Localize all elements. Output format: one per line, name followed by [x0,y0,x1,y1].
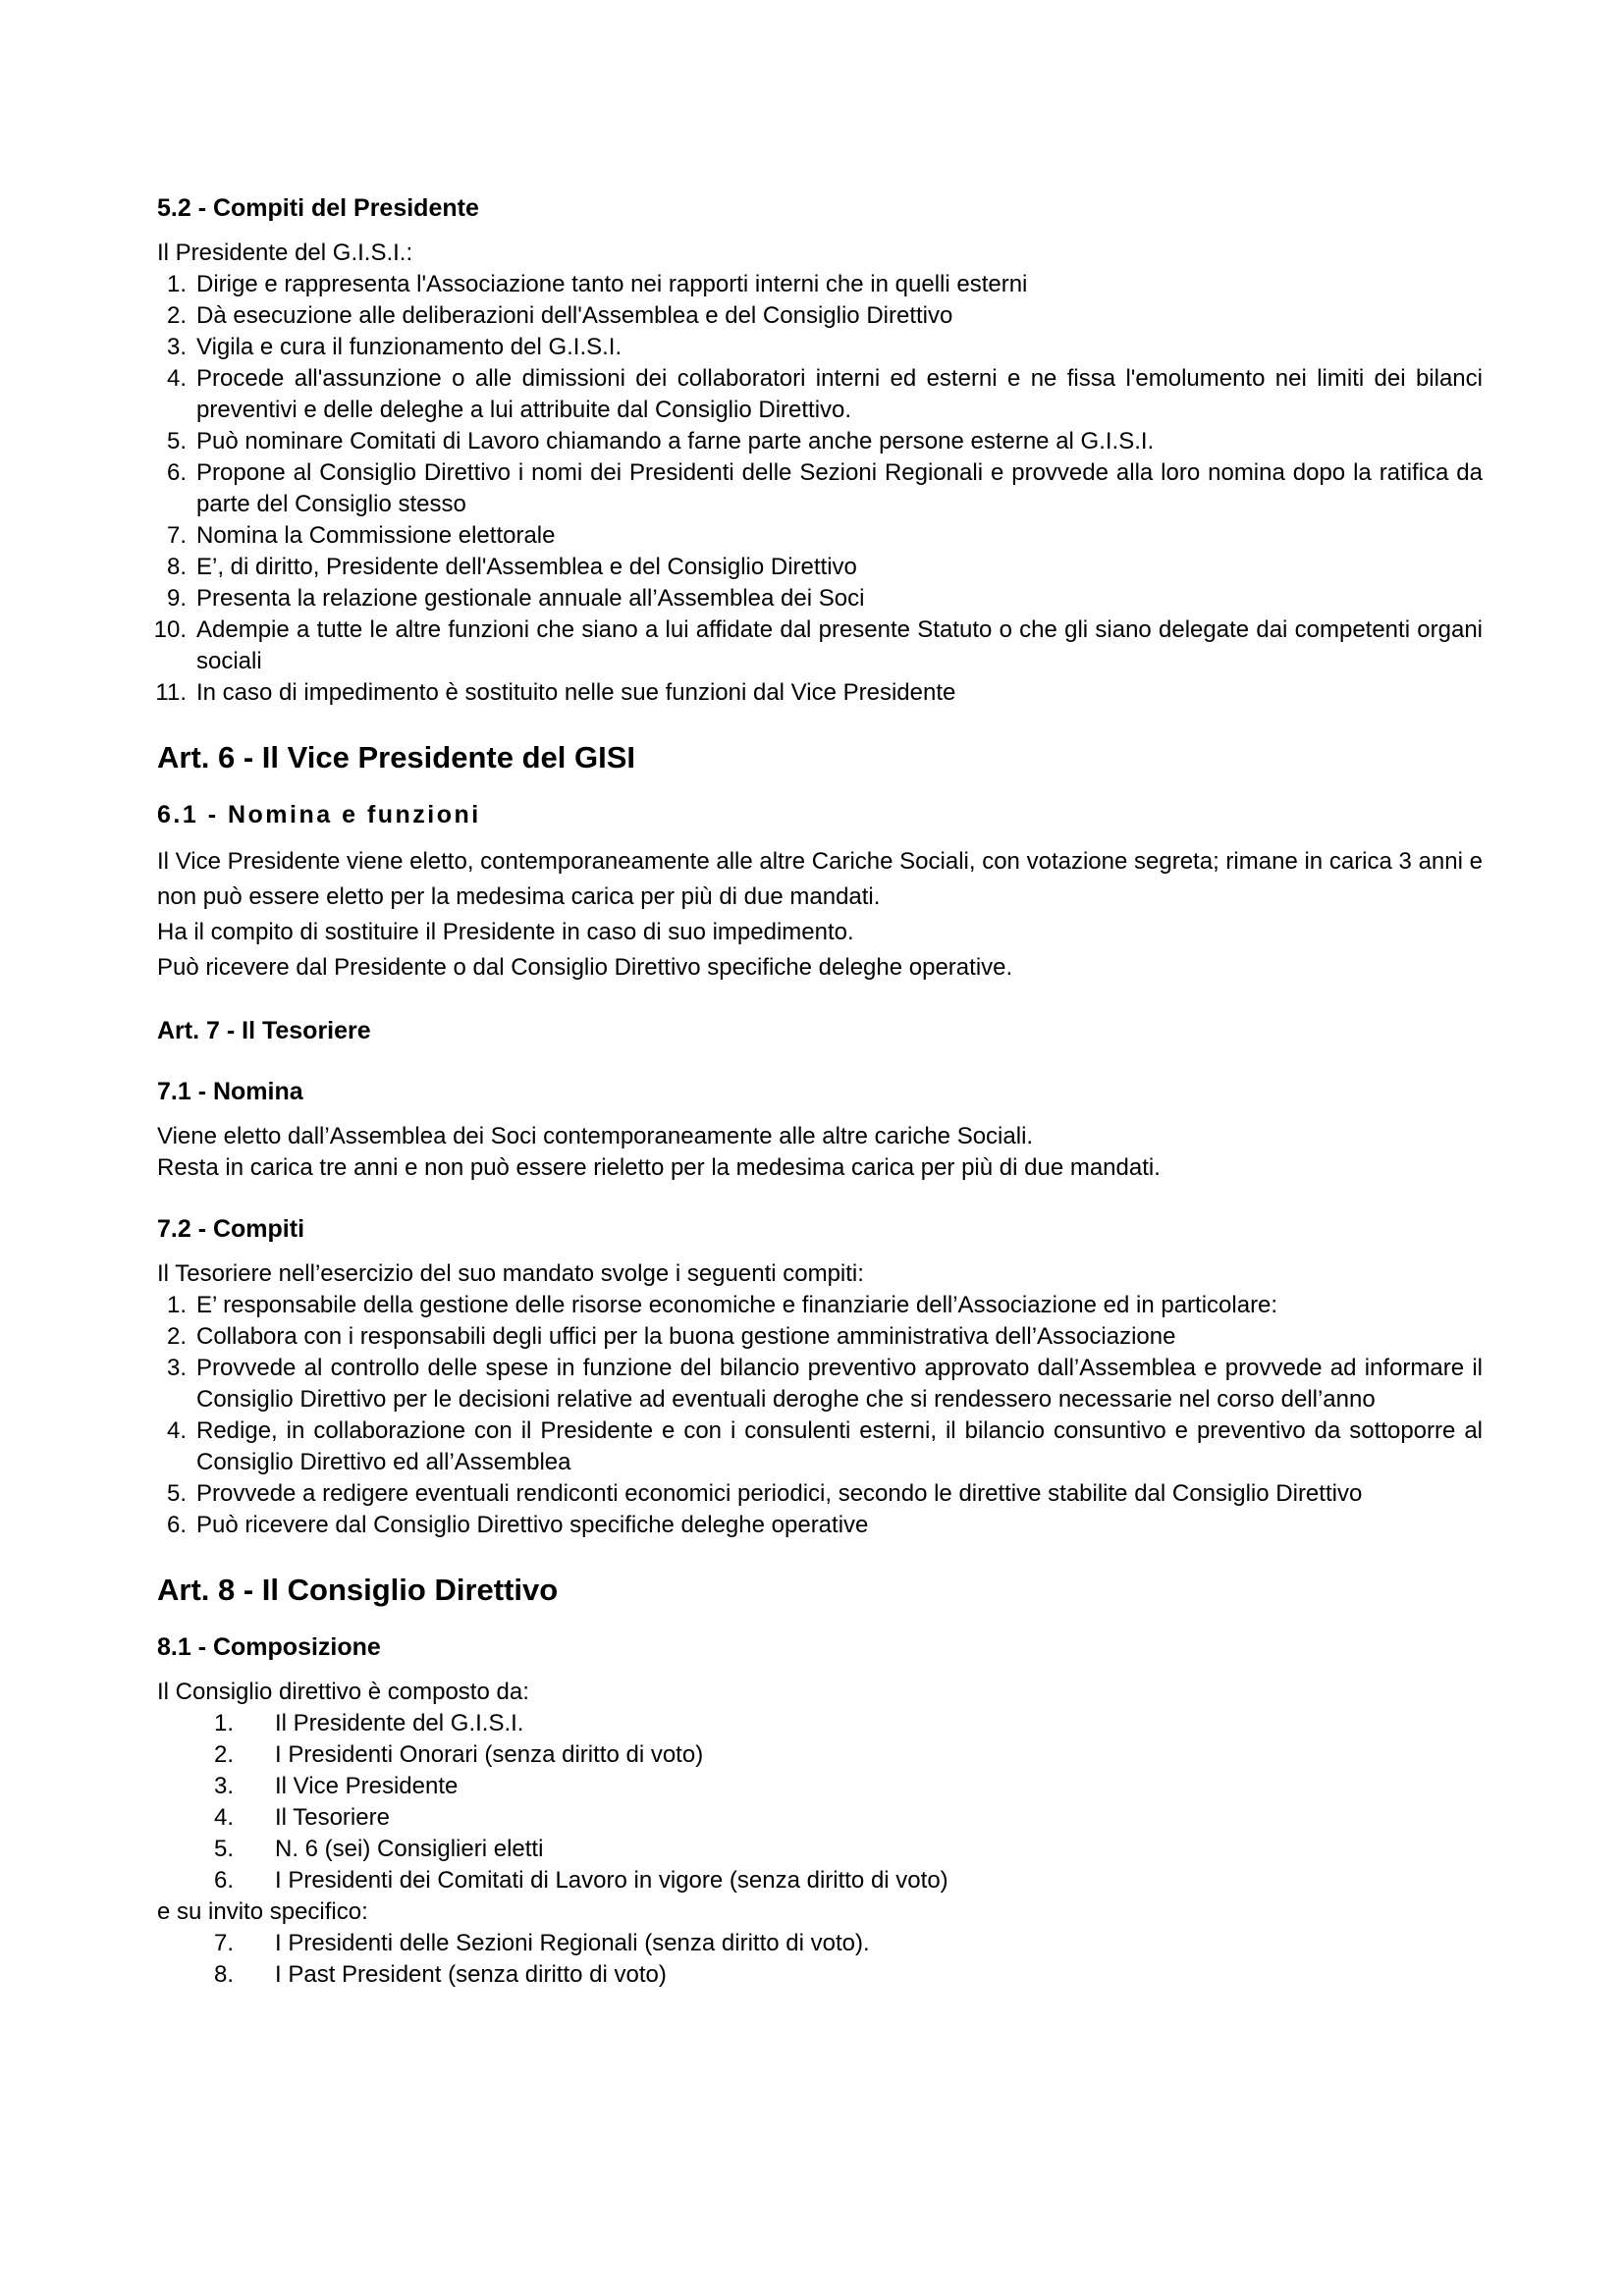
list-item: 5. Provvede a redigere eventuali rendiconti economici periodici, secondo le direttive stabilite dal Consiglio Direttivo [166,1480,1363,1507]
list-item: 9. Presenta la relazione gestionale annuale all’Assemblea dei Soci [166,585,865,612]
invite-list [157,1928,1483,1991]
list-item: 1. Il Presidente del G.I.S.I. [213,1710,524,1736]
section-heading: 7.1 - Nomina [157,1078,303,1105]
section-heading: 5.2 - Compiti del Presidente [157,194,479,222]
article-8 [157,1571,1483,1991]
list-item: 1. Dirige e rappresenta l'Associazione tanto nei rapporti interni che in quelli esterni [166,271,1028,297]
section-heading: 7.2 - Compiti [157,1215,305,1243]
list-item: 3. Il Vice Presidente [213,1773,459,1799]
section-intro: Il Consiglio direttivo è composto da: [157,1679,529,1705]
list-item: 4. Redige, in collaborazione con il Presidente e con i consulenti esterni, il bilancio consuntivo e preventivo da sottoporre al Consiglio Direttivo ed all’Assemblea [166,1417,1483,1475]
list-item: 2. I Presidenti Onorari (senza diritto di voto) [213,1741,704,1768]
list-item: 5. N. 6 (sei) Consiglieri eletti [213,1836,544,1862]
paragraph: Viene eletto dall’Assemblea dei Soci contemporaneamente alle altre cariche Sociali. [157,1123,1034,1149]
section-intro: Il Tesoriere nell’esercizio del suo mandato svolge i seguenti compiti: [157,1260,864,1287]
list-item: 2. Dà esecuzione alle deliberazioni dell'Assemblea e del Consiglio Direttivo [166,302,953,329]
list-item: 11. In caso di impedimento è sostituito nelle sue funzioni dal Vice Presidente [155,679,956,706]
article-heading: Art. 7 - Il Tesoriere [157,1017,371,1044]
list-item: 1. E’ responsabile della gestione delle risorse economiche e finanziarie dell’Associazione ed in particolare: [166,1292,1278,1318]
list-item: 8. I Past President (senza diritto di voto) [213,1961,667,1988]
section-heading: 8.1 - Composizione [157,1633,381,1661]
section-heading: 6.1 - Nomina e funzioni [157,801,481,828]
list-item: 8. E’, di diritto, Presidente dell'Assemblea e del Consiglio Direttivo [166,554,857,580]
list-item: 3. Vigila e cura il funzionamento del G.I.S.I. [166,334,623,360]
article-6 [157,738,1483,986]
treasurer-duties-list [157,1290,1483,1541]
article-heading: Art. 6 - Il Vice Presidente del GISI [157,740,635,774]
president-duties-list [153,269,1483,709]
list-item: 10. Adempie a tutte le altre funzioni che siano a lui affidate dal presente Statuto o che gli siano delegate dai competenti organi sociali [153,616,1483,674]
list-item: 7. Nomina la Commissione elettorale [166,522,556,549]
list-item: 4. Il Tesoriere [213,1804,390,1831]
list-item: 5. Può nominare Comitati di Lavoro chiamando a farne parte anche persone esterne al G.I.S.I. [166,428,1155,454]
board-composition-list [157,1708,1483,1896]
list-item: 6. Propone al Consiglio Direttivo i nomi dei Presidenti delle Sezioni Regionali e provvede alla loro nomina dopo la ratifica da parte del Consiglio stesso [166,459,1483,517]
article-7 [157,1015,1483,1541]
list-item: 7. I Presidenti delle Sezioni Regionali (senza diritto di voto). [213,1930,870,1956]
list-item: 4. Procede all'assunzione o alle dimissioni dei collaboratori interni ed esterni e ne fissa l'emolumento nei limiti dei bilanci preventivi e delle deleghe a lui attribuite dal Consiglio Direttivo. [166,365,1483,423]
section-5-2 [153,192,1483,709]
paragraph: Può ricevere dal Presidente o dal Consiglio Direttivo specifiche deleghe operative. [157,954,1013,981]
article-heading: Art. 8 - Il Consiglio Direttivo [157,1573,559,1607]
list-item: 6. I Presidenti dei Comitati di Lavoro in vigore (senza diritto di voto) [213,1867,948,1894]
paragraph: Il Vice Presidente viene eletto, contemporaneamente alle altre Cariche Sociali, con votazione segreta; rimane in carica 3 anni e non può essere eletto per la medesima carica per più di due mandati. [157,848,1483,910]
section-intro: Il Presidente del G.I.S.I.: [157,240,413,266]
paragraph: Resta in carica tre anni e non può essere rieletto per la medesima carica per più di due mandati. [157,1154,1161,1181]
list-item: 3. Provvede al controllo delle spese in funzione del bilancio preventivo approvato dall’Assemblea e provvede ad informare il Consiglio Direttivo per le decisioni relative ad eventuali deroghe che si rendessero necessarie nel corso dell’anno [166,1355,1483,1413]
list-item: 6. Può ricevere dal Consiglio Direttivo specifiche deleghe operative [166,1512,869,1538]
document-page [153,192,1483,1991]
paragraph: Ha il compito di sostituire il Presidente in caso di suo impedimento. [157,919,854,945]
list-item: 2. Collabora con i responsabili degli uffici per la buona gestione amministrativa dell’Associazione [166,1323,1176,1350]
invite-intro: e su invito specifico: [157,1898,368,1925]
